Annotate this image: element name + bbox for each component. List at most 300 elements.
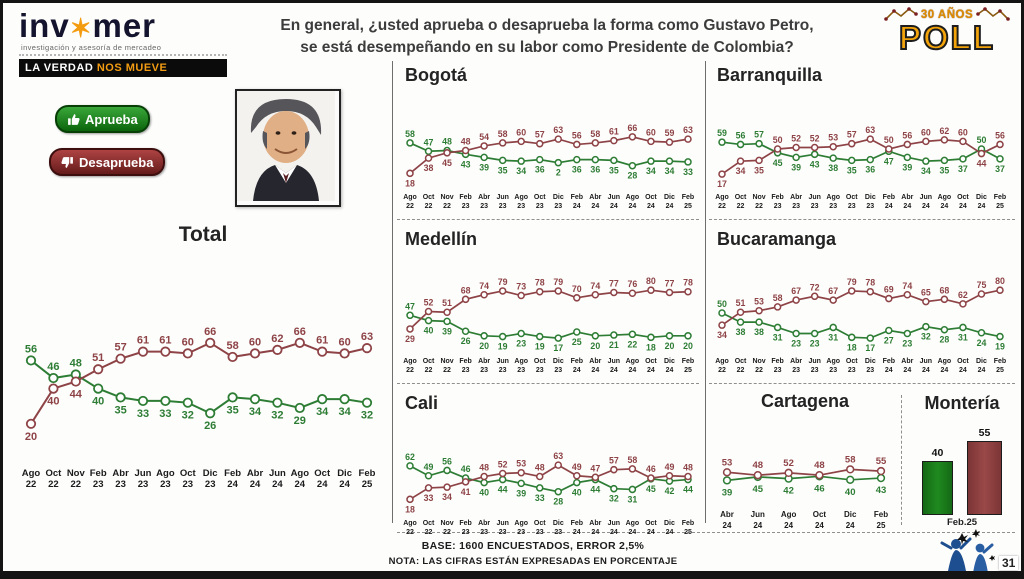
svg-text:24: 24 xyxy=(940,367,949,374)
svg-text:Abr: Abr xyxy=(901,358,914,365)
svg-text:34: 34 xyxy=(646,166,656,177)
svg-text:24: 24 xyxy=(249,479,261,490)
svg-text:Oct: Oct xyxy=(734,358,747,365)
svg-text:28: 28 xyxy=(553,496,564,507)
svg-text:78: 78 xyxy=(534,277,545,288)
svg-text:37: 37 xyxy=(995,163,1005,174)
svg-text:79: 79 xyxy=(497,276,508,287)
poll-years-label: 30 AÑOS xyxy=(920,8,974,21)
svg-text:56: 56 xyxy=(735,130,746,141)
svg-text:Ago: Ago xyxy=(826,194,841,201)
svg-text:24: 24 xyxy=(572,203,581,210)
svg-text:20: 20 xyxy=(664,340,675,351)
svg-text:78: 78 xyxy=(683,277,693,288)
svg-text:22: 22 xyxy=(627,339,638,350)
svg-text:23: 23 xyxy=(554,203,563,210)
svg-text:23: 23 xyxy=(517,529,526,536)
svg-text:Jun: Jun xyxy=(268,468,286,479)
svg-text:24: 24 xyxy=(272,479,283,490)
svg-text:Oct: Oct xyxy=(645,358,657,365)
svg-text:20: 20 xyxy=(683,340,693,351)
svg-text:Oct: Oct xyxy=(422,520,435,527)
svg-text:23: 23 xyxy=(810,203,819,210)
svg-text:24: 24 xyxy=(647,367,655,374)
svg-text:33: 33 xyxy=(683,166,693,177)
svg-text:60: 60 xyxy=(920,127,931,138)
svg-text:60: 60 xyxy=(958,127,968,138)
svg-text:23: 23 xyxy=(809,338,820,349)
legend-approve xyxy=(55,105,150,133)
svg-text:24: 24 xyxy=(977,367,986,374)
svg-text:25: 25 xyxy=(876,521,886,530)
svg-text:43: 43 xyxy=(875,485,887,497)
svg-text:46: 46 xyxy=(646,464,656,475)
svg-text:34: 34 xyxy=(735,166,746,177)
svg-text:Ago: Ago xyxy=(937,194,952,201)
svg-text:24: 24 xyxy=(647,529,655,536)
svg-text:Ago: Ago xyxy=(403,520,417,527)
svg-text:52: 52 xyxy=(423,297,434,308)
svg-text:68: 68 xyxy=(460,285,471,296)
svg-text:32: 32 xyxy=(360,409,374,422)
svg-text:51: 51 xyxy=(442,298,452,309)
svg-text:Abr: Abr xyxy=(589,520,602,527)
svg-text:23: 23 xyxy=(792,203,801,210)
svg-text:24: 24 xyxy=(609,203,618,210)
monteria-chart xyxy=(905,423,1019,515)
svg-text:31: 31 xyxy=(958,332,968,343)
svg-text:Dic: Dic xyxy=(976,194,987,201)
svg-text:65: 65 xyxy=(920,287,931,298)
svg-text:50: 50 xyxy=(976,135,987,145)
svg-text:44: 44 xyxy=(497,484,508,495)
svg-text:32: 32 xyxy=(181,409,194,422)
svg-text:35: 35 xyxy=(497,165,508,176)
svg-text:24: 24 xyxy=(884,203,893,210)
svg-text:34: 34 xyxy=(516,166,527,177)
poll-30-anos-logo xyxy=(873,7,1021,56)
svg-text:Oct: Oct xyxy=(45,468,62,479)
svg-text:Dic: Dic xyxy=(864,358,876,365)
svg-text:50: 50 xyxy=(772,135,783,145)
svg-text:63: 63 xyxy=(553,451,564,462)
svg-text:56: 56 xyxy=(24,343,38,356)
svg-text:Nov: Nov xyxy=(440,194,454,201)
svg-text:33: 33 xyxy=(423,492,434,503)
svg-text:Ago: Ago xyxy=(403,194,417,201)
svg-text:Abr: Abr xyxy=(901,194,914,201)
svg-text:48: 48 xyxy=(683,462,693,473)
svg-text:23: 23 xyxy=(498,529,507,536)
svg-text:62: 62 xyxy=(958,289,968,300)
svg-text:48: 48 xyxy=(460,136,471,147)
svg-text:22: 22 xyxy=(736,203,745,210)
svg-text:24: 24 xyxy=(572,367,581,374)
svg-text:47: 47 xyxy=(883,156,894,167)
svg-text:Oct: Oct xyxy=(179,468,196,479)
svg-text:34: 34 xyxy=(664,166,675,177)
svg-text:23: 23 xyxy=(902,338,913,349)
svg-text:23: 23 xyxy=(773,203,782,210)
svg-text:23: 23 xyxy=(517,367,526,374)
svg-text:80: 80 xyxy=(995,276,1005,287)
svg-text:39: 39 xyxy=(791,162,802,173)
svg-text:Feb: Feb xyxy=(459,358,472,365)
svg-text:59: 59 xyxy=(717,128,727,139)
svg-text:39: 39 xyxy=(516,488,527,499)
legend-approve-label: Aprueba xyxy=(85,111,138,127)
svg-text:Oct: Oct xyxy=(812,510,827,519)
svg-text:18: 18 xyxy=(405,178,415,189)
question-line-1: En general, ¿usted aprueba o desaprueba la forma como Gustavo Petro, xyxy=(280,17,814,34)
thumbs-down-icon xyxy=(61,156,74,169)
svg-text:Dic: Dic xyxy=(337,468,352,479)
svg-text:Ago: Ago xyxy=(826,358,841,365)
svg-text:23: 23 xyxy=(866,203,875,210)
barranquilla-chart xyxy=(709,87,1015,222)
total-chart xyxy=(13,245,387,512)
svg-text:58: 58 xyxy=(772,292,783,303)
svg-text:42: 42 xyxy=(664,486,675,497)
svg-text:23: 23 xyxy=(791,338,802,349)
logo-dotted-rule xyxy=(19,54,227,56)
svg-text:Jun: Jun xyxy=(607,520,621,527)
svg-text:66: 66 xyxy=(204,325,217,338)
svg-text:46: 46 xyxy=(814,483,825,495)
svg-text:40: 40 xyxy=(844,486,856,498)
svg-text:63: 63 xyxy=(360,331,374,344)
svg-text:40: 40 xyxy=(479,487,490,498)
svg-text:Oct: Oct xyxy=(734,194,747,201)
svg-text:22: 22 xyxy=(443,203,451,210)
svg-text:63: 63 xyxy=(553,125,564,136)
svg-text:23: 23 xyxy=(829,367,838,374)
svg-text:38: 38 xyxy=(754,327,764,338)
svg-text:Feb: Feb xyxy=(459,520,472,527)
svg-text:57: 57 xyxy=(754,129,764,140)
svg-text:48: 48 xyxy=(442,136,452,147)
svg-text:39: 39 xyxy=(479,162,490,173)
svg-text:56: 56 xyxy=(995,130,1005,141)
svg-text:Ago: Ago xyxy=(625,194,640,201)
svg-text:Oct: Oct xyxy=(422,194,435,201)
svg-text:52: 52 xyxy=(783,457,794,469)
svg-text:45: 45 xyxy=(646,483,656,494)
svg-text:32: 32 xyxy=(608,493,619,504)
svg-text:23: 23 xyxy=(461,529,470,536)
svg-text:51: 51 xyxy=(92,352,105,365)
svg-text:Dic: Dic xyxy=(664,194,675,201)
svg-text:48: 48 xyxy=(69,357,82,370)
svg-text:24: 24 xyxy=(921,367,930,374)
svg-text:33: 33 xyxy=(534,492,545,503)
svg-text:47: 47 xyxy=(423,137,434,148)
svg-text:24: 24 xyxy=(609,529,618,536)
svg-text:22: 22 xyxy=(406,367,414,374)
svg-text:24: 24 xyxy=(959,203,967,210)
cartagena-chart xyxy=(709,411,901,544)
svg-text:24: 24 xyxy=(628,203,637,210)
svg-text:19: 19 xyxy=(497,341,508,352)
svg-text:22: 22 xyxy=(48,479,59,490)
svg-text:Jun: Jun xyxy=(607,358,621,365)
svg-text:36: 36 xyxy=(590,164,601,175)
svg-text:22: 22 xyxy=(70,479,82,490)
svg-text:24: 24 xyxy=(940,203,949,210)
cali-chart xyxy=(397,413,703,548)
svg-text:27: 27 xyxy=(883,335,894,346)
svg-text:Feb: Feb xyxy=(570,520,584,527)
svg-text:17: 17 xyxy=(717,179,727,190)
svg-text:24: 24 xyxy=(845,521,855,530)
svg-text:66: 66 xyxy=(293,325,306,338)
svg-text:22: 22 xyxy=(718,367,726,374)
svg-text:23: 23 xyxy=(535,367,544,374)
svg-text:Feb: Feb xyxy=(681,194,695,201)
svg-text:61: 61 xyxy=(316,334,329,347)
svg-text:34: 34 xyxy=(316,406,329,419)
svg-text:Ago: Ago xyxy=(514,194,529,201)
svg-text:57: 57 xyxy=(608,455,619,466)
svg-text:52: 52 xyxy=(791,133,802,144)
thumbs-up-icon xyxy=(67,113,80,126)
svg-text:Ago: Ago xyxy=(290,468,310,479)
svg-text:24: 24 xyxy=(572,529,581,536)
cali-chart-title: Cali xyxy=(405,393,439,413)
svg-text:49: 49 xyxy=(664,461,675,472)
svg-text:36: 36 xyxy=(571,164,582,175)
monteria-approve-value: 40 xyxy=(931,447,944,459)
svg-text:63: 63 xyxy=(683,125,693,136)
svg-text:60: 60 xyxy=(248,336,262,349)
svg-text:24: 24 xyxy=(903,367,912,374)
svg-text:24: 24 xyxy=(665,529,674,536)
svg-text:24: 24 xyxy=(665,367,674,374)
svg-text:75: 75 xyxy=(976,280,987,290)
svg-text:24: 24 xyxy=(921,203,930,210)
svg-text:56: 56 xyxy=(571,130,582,141)
svg-text:23: 23 xyxy=(461,203,470,210)
svg-text:29: 29 xyxy=(405,333,415,344)
svg-text:70: 70 xyxy=(571,283,582,294)
svg-text:Ago: Ago xyxy=(715,194,729,201)
svg-text:53: 53 xyxy=(754,296,764,307)
svg-text:Feb: Feb xyxy=(882,194,896,201)
bucaramanga-chart-title: Bucaramanga xyxy=(717,229,837,249)
base-note: BASE: 1600 ENCUESTADOS, ERROR 2,5% xyxy=(421,540,645,552)
legend-disapprove xyxy=(49,148,165,176)
svg-text:Jun: Jun xyxy=(134,468,152,479)
svg-text:34: 34 xyxy=(442,492,452,503)
svg-text:35: 35 xyxy=(754,165,764,176)
svg-text:Oct: Oct xyxy=(314,468,331,479)
svg-text:Ago: Ago xyxy=(715,358,729,365)
svg-text:58: 58 xyxy=(497,128,508,139)
bucaramanga-chart xyxy=(709,251,1015,386)
svg-text:Ago: Ago xyxy=(780,510,797,519)
svg-text:Oct: Oct xyxy=(533,194,546,201)
svg-text:Abr: Abr xyxy=(589,194,602,201)
svg-text:69: 69 xyxy=(883,284,894,295)
cartagena-monteria-divider xyxy=(901,395,902,525)
svg-text:53: 53 xyxy=(721,457,733,469)
svg-text:23: 23 xyxy=(517,203,526,210)
svg-text:Nov: Nov xyxy=(440,520,454,527)
svg-text:22: 22 xyxy=(755,367,763,374)
svg-text:67: 67 xyxy=(791,286,802,297)
svg-text:Feb: Feb xyxy=(358,468,376,479)
svg-text:Feb: Feb xyxy=(89,468,107,479)
svg-text:40: 40 xyxy=(47,395,60,408)
svg-text:73: 73 xyxy=(516,281,527,292)
svg-text:34: 34 xyxy=(338,406,351,419)
monteria-approve-group xyxy=(922,447,953,515)
barranquilla-chart-title: Barranquilla xyxy=(717,65,823,85)
petro-photo xyxy=(235,89,341,207)
svg-text:22: 22 xyxy=(424,529,433,536)
svg-text:57: 57 xyxy=(846,129,857,140)
svg-text:39: 39 xyxy=(902,162,913,173)
svg-text:Dic: Dic xyxy=(664,520,675,527)
svg-text:58: 58 xyxy=(844,454,856,466)
svg-text:Dic: Dic xyxy=(664,358,675,365)
bogota-chart xyxy=(397,87,703,222)
svg-text:23: 23 xyxy=(480,367,489,374)
svg-text:Ago: Ago xyxy=(156,468,175,479)
invamer-slogan-banner: LA VERDAD NOS MUEVE xyxy=(19,59,227,77)
svg-text:25: 25 xyxy=(684,367,692,374)
svg-text:50: 50 xyxy=(717,299,727,309)
svg-text:23: 23 xyxy=(461,367,470,374)
svg-text:72: 72 xyxy=(809,282,820,293)
svg-text:Oct: Oct xyxy=(845,358,858,365)
bogota-chart-title: Bogotá xyxy=(405,65,467,85)
poll-wordmark: POLL xyxy=(899,19,995,56)
svg-text:23: 23 xyxy=(535,529,544,536)
monteria-x-label: Feb.25 xyxy=(946,517,978,528)
svg-text:Oct: Oct xyxy=(533,520,546,527)
svg-text:24: 24 xyxy=(753,521,763,530)
svg-text:Feb: Feb xyxy=(681,358,695,365)
svg-text:24: 24 xyxy=(316,479,328,490)
svg-text:74: 74 xyxy=(590,280,601,291)
svg-text:44: 44 xyxy=(590,484,601,495)
svg-text:23: 23 xyxy=(160,479,171,490)
svg-text:Oct: Oct xyxy=(957,358,969,365)
svg-text:42: 42 xyxy=(783,485,794,497)
svg-text:35: 35 xyxy=(608,165,619,176)
svg-text:24: 24 xyxy=(903,203,912,210)
svg-text:Nov: Nov xyxy=(752,358,766,365)
svg-text:25: 25 xyxy=(571,337,582,347)
svg-text:Dic: Dic xyxy=(552,194,564,201)
svg-text:23: 23 xyxy=(847,203,856,210)
svg-text:79: 79 xyxy=(846,276,857,287)
svg-text:23: 23 xyxy=(829,203,838,210)
svg-text:26: 26 xyxy=(460,336,471,347)
svg-text:Feb: Feb xyxy=(459,194,472,201)
svg-text:Jun: Jun xyxy=(919,358,933,365)
svg-text:23: 23 xyxy=(115,479,126,490)
svg-text:Feb: Feb xyxy=(873,510,889,519)
svg-text:46: 46 xyxy=(47,361,60,374)
svg-text:24: 24 xyxy=(959,367,967,374)
svg-text:Abr: Abr xyxy=(112,468,129,479)
svg-text:Ago: Ago xyxy=(514,520,529,527)
svg-text:57: 57 xyxy=(534,129,545,140)
svg-text:Oct: Oct xyxy=(533,358,546,365)
svg-text:53: 53 xyxy=(516,458,527,469)
svg-text:24: 24 xyxy=(814,521,824,530)
svg-text:74: 74 xyxy=(479,280,490,291)
svg-text:Jun: Jun xyxy=(496,358,509,365)
svg-text:23: 23 xyxy=(480,529,489,536)
svg-text:39: 39 xyxy=(721,487,733,499)
svg-text:17: 17 xyxy=(865,343,876,354)
svg-text:18: 18 xyxy=(846,342,857,353)
svg-text:Abr: Abr xyxy=(589,358,602,365)
svg-text:61: 61 xyxy=(608,126,619,137)
svg-text:45: 45 xyxy=(442,157,452,168)
svg-text:56: 56 xyxy=(442,456,452,467)
svg-text:17: 17 xyxy=(553,343,564,354)
svg-text:53: 53 xyxy=(828,132,839,143)
svg-text:28: 28 xyxy=(627,170,638,181)
svg-text:24: 24 xyxy=(628,529,637,536)
svg-text:23: 23 xyxy=(847,367,856,374)
svg-text:22: 22 xyxy=(718,203,726,210)
svg-text:58: 58 xyxy=(627,454,638,465)
svg-text:24: 24 xyxy=(227,479,238,490)
monteria-chart-title: Montería xyxy=(924,393,1000,413)
svg-text:Abr: Abr xyxy=(790,194,803,201)
svg-text:23: 23 xyxy=(204,479,216,490)
svg-text:23: 23 xyxy=(810,367,819,374)
svg-text:24: 24 xyxy=(591,203,600,210)
invamer-logo xyxy=(19,9,247,77)
svg-text:Jun: Jun xyxy=(750,510,765,519)
svg-text:31: 31 xyxy=(828,332,839,343)
svg-text:24: 24 xyxy=(294,479,306,490)
svg-text:Abr: Abr xyxy=(478,358,491,365)
svg-text:Feb: Feb xyxy=(882,358,896,365)
svg-text:77: 77 xyxy=(664,278,675,289)
svg-text:47: 47 xyxy=(405,301,415,312)
svg-text:22: 22 xyxy=(25,479,37,490)
svg-text:60: 60 xyxy=(181,336,194,349)
column-divider-left xyxy=(392,61,393,523)
svg-text:24: 24 xyxy=(609,367,618,374)
svg-text:22: 22 xyxy=(443,367,451,374)
svg-text:Feb: Feb xyxy=(224,468,242,479)
svg-text:Dic: Dic xyxy=(552,520,564,527)
svg-text:22: 22 xyxy=(424,203,433,210)
svg-text:38: 38 xyxy=(423,163,434,174)
svg-text:22: 22 xyxy=(443,529,451,536)
svg-text:22: 22 xyxy=(406,529,414,536)
svg-text:23: 23 xyxy=(182,479,194,490)
monteria-disapprove-value: 55 xyxy=(978,426,991,439)
svg-text:Dic: Dic xyxy=(843,510,857,519)
svg-text:62: 62 xyxy=(405,451,415,462)
svg-text:Oct: Oct xyxy=(645,520,657,527)
svg-text:31: 31 xyxy=(772,332,783,343)
svg-text:52: 52 xyxy=(809,133,820,144)
svg-text:45: 45 xyxy=(772,157,783,168)
svg-text:48: 48 xyxy=(479,462,490,473)
svg-text:Feb: Feb xyxy=(570,194,584,201)
svg-text:Abr: Abr xyxy=(478,520,491,527)
